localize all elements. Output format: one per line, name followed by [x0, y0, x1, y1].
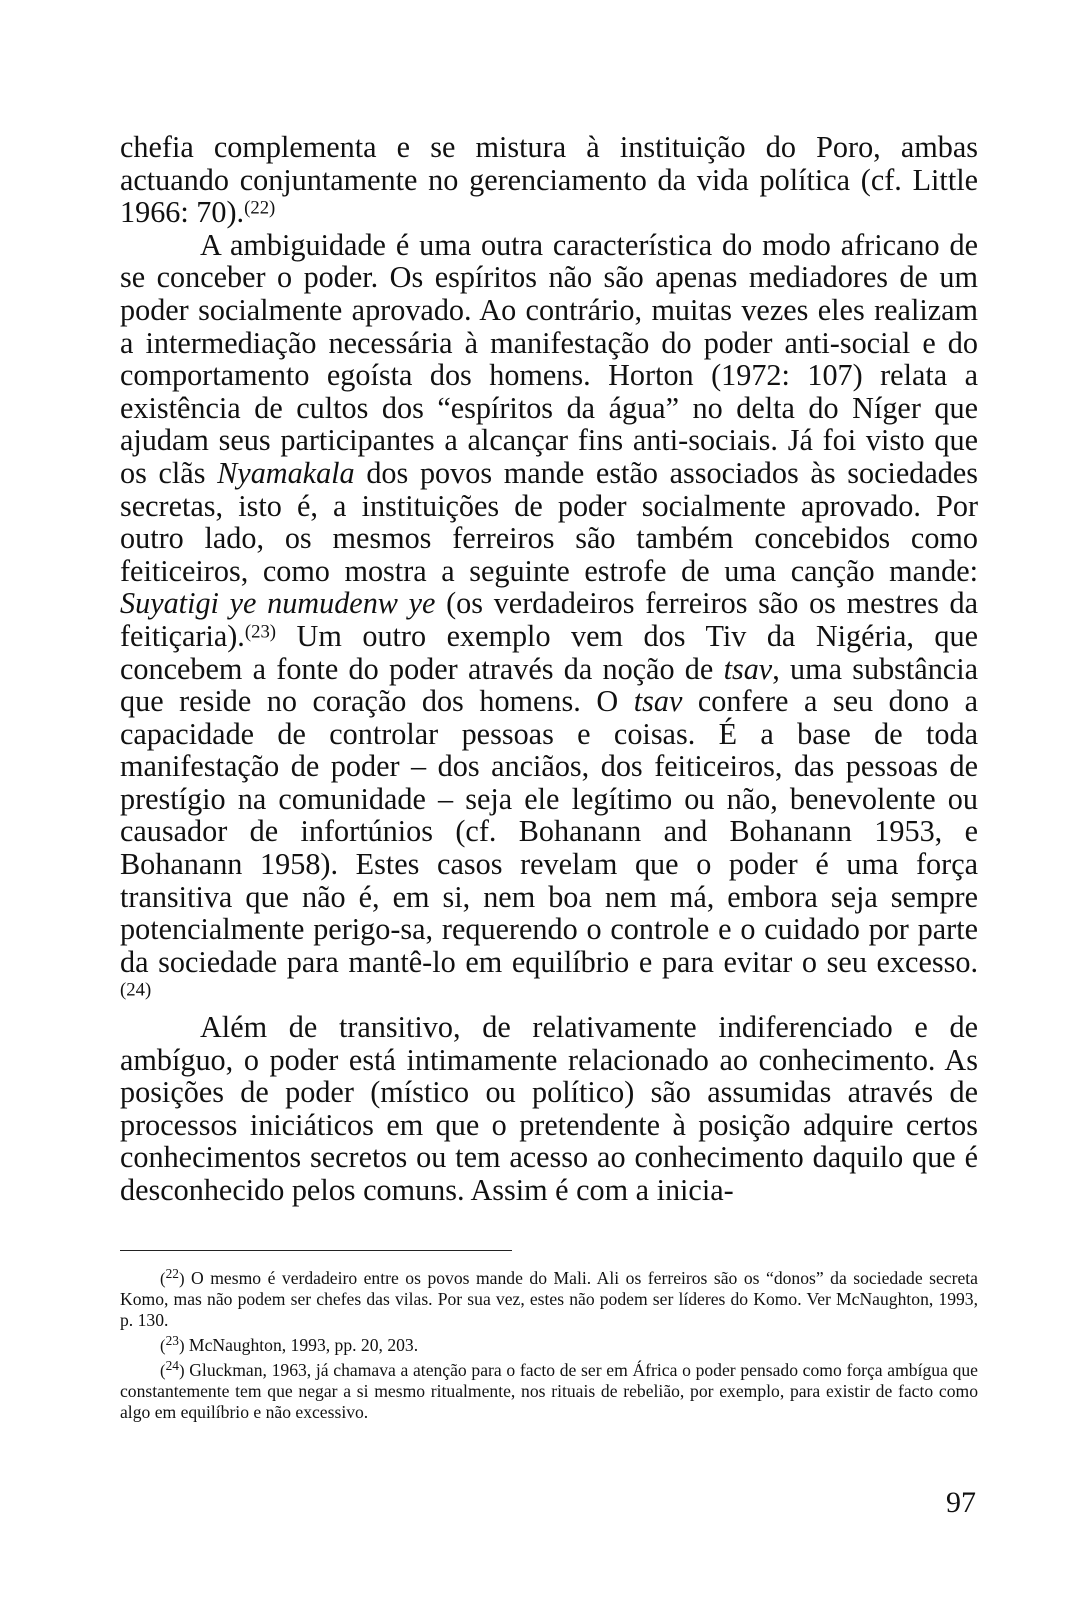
term-tsav-2: tsav [633, 684, 683, 719]
paragraph-2-text-d: Um outro exemplo vem dos Tiv da Nigéria, que concebem a fonte do poder através da noção de [120, 618, 978, 686]
footnote-22 [120, 1265, 978, 1331]
note-ref-22: (22) [244, 197, 276, 219]
footnote-23 [120, 1332, 978, 1356]
footnote-23-number: 23 [165, 1332, 179, 1348]
footnote-24-mark: ($^{24}$) [160, 1357, 185, 1380]
paragraph-2 [120, 229, 978, 1011]
song-verse: Suyatigi ye numudenw ye [120, 586, 436, 621]
term-tsav: tsav [723, 651, 773, 686]
footnote-23-text: McNaughton, 1993, pp. 20, 203. [188, 1335, 419, 1355]
footnote-23-mark: ($^{23}$) [160, 1332, 185, 1355]
footnote-24-text: Gluckman, 1963, já chamava a atenção para o facto de ser em África o poder pensado como força ambígua que constantemente tem que negar a si mesmo ritualmente, nos rituais de rebelião, por exemplo, para existir de facto como algo em equilíbrio e não excessivo. [120, 1360, 978, 1422]
paragraph-2-text-a: A ambiguidade é uma outra característica do modo africano de se conceber o poder. Os espíritos não são apenas mediadores de um poder socialmente aprovado. Ao contrário, muitas vezes eles realizam a intermediação necessária à manifestação do poder anti-social e do comportamento egoísta dos homens. Horton (1972: 107) relata a existência de cultos dos “espíritos da água” no delta do Níger que ajudam seus participantes a alcançar fins anti-sociais. Já foi visto que os clãs [120, 227, 978, 490]
page-number: 97 [946, 1486, 976, 1519]
footnote-22-number: 22 [165, 1265, 179, 1281]
note-ref-23: (23) [244, 621, 277, 643]
paragraph-2-text-f: confere a seu dono a capacidade de controlar pessoas e coisas. É a base de toda manifestação de poder – dos anciãos, dos feiticeiros, das pessoas de prestígio na comunidade – seja ele legítimo ou não, benevolente ou causador de infortúnios (cf. Bohanann and Bohanann 1953, e Bohanann 1958). Estes casos revelam que o poder é uma força transitiva que não é, em si, nem boa nem má, embora seja sempre potencialmente perigo-sa, requerendo o controle e o cuidado por parte da sociedade para mantê-lo em equilíbrio e para evitar o seu excesso. [120, 684, 978, 979]
paragraph-2-text-e: , uma substância que reside no coração dos homens. O [120, 651, 978, 719]
footnote-22-mark: ($^{22}$) [160, 1265, 185, 1288]
footnote-rule [120, 1250, 512, 1251]
footnote-24-number: 24 [165, 1357, 179, 1373]
note-ref-24: (24) [120, 980, 152, 1002]
footnotes [120, 1265, 978, 1427]
footnote-22-text: O mesmo é verdadeiro entre os povos mande do Mali. Ali os ferreiros são os “donos” da sociedade secreta Komo, mas não podem ser chefes das vilas. Por sua vez, estes não podem ser líderes do Komo. Ver McNaughton, 1993, p. 130. [120, 1268, 978, 1330]
paragraph-2-text-c: (os verdadeiros ferreiros são os mestres da feitiçaria). [120, 586, 978, 653]
footnote-24 [120, 1357, 978, 1423]
paragraph-3 [120, 1011, 978, 1207]
paragraph-3-text: Além de transitivo, de relativamente indiferenciado e de ambíguo, o poder está intimamente relacionado ao conhecimento. As posições de poder (místico ou político) são assumidas através de processos iniciáticos em que o pretendente à posição adquire certos conhecimentos secretos ou tem acesso ao conhecimento daquilo que é desconhecido pelos comuns. Assim é com a inicia- [120, 1010, 978, 1207]
paragraph-1-text: chefia complementa e se mistura à instituição do Poro, ambas actuando conjuntamente no gerenciamento da vida política (cf. Little 1966: 70). [120, 130, 978, 230]
page-body [120, 131, 978, 1207]
term-nyamakala: Nyamakala [217, 455, 355, 490]
paragraph-2-text-b: dos povos mande estão associados às sociedades secretas, isto é, a instituições de poder socialmente aprovado. Por outro lado, os mesmos ferreiros são também concebidos como feiticeiros, como mostra a seguinte estrofe de uma canção mande: [120, 455, 979, 588]
paragraph-1 [120, 131, 978, 229]
